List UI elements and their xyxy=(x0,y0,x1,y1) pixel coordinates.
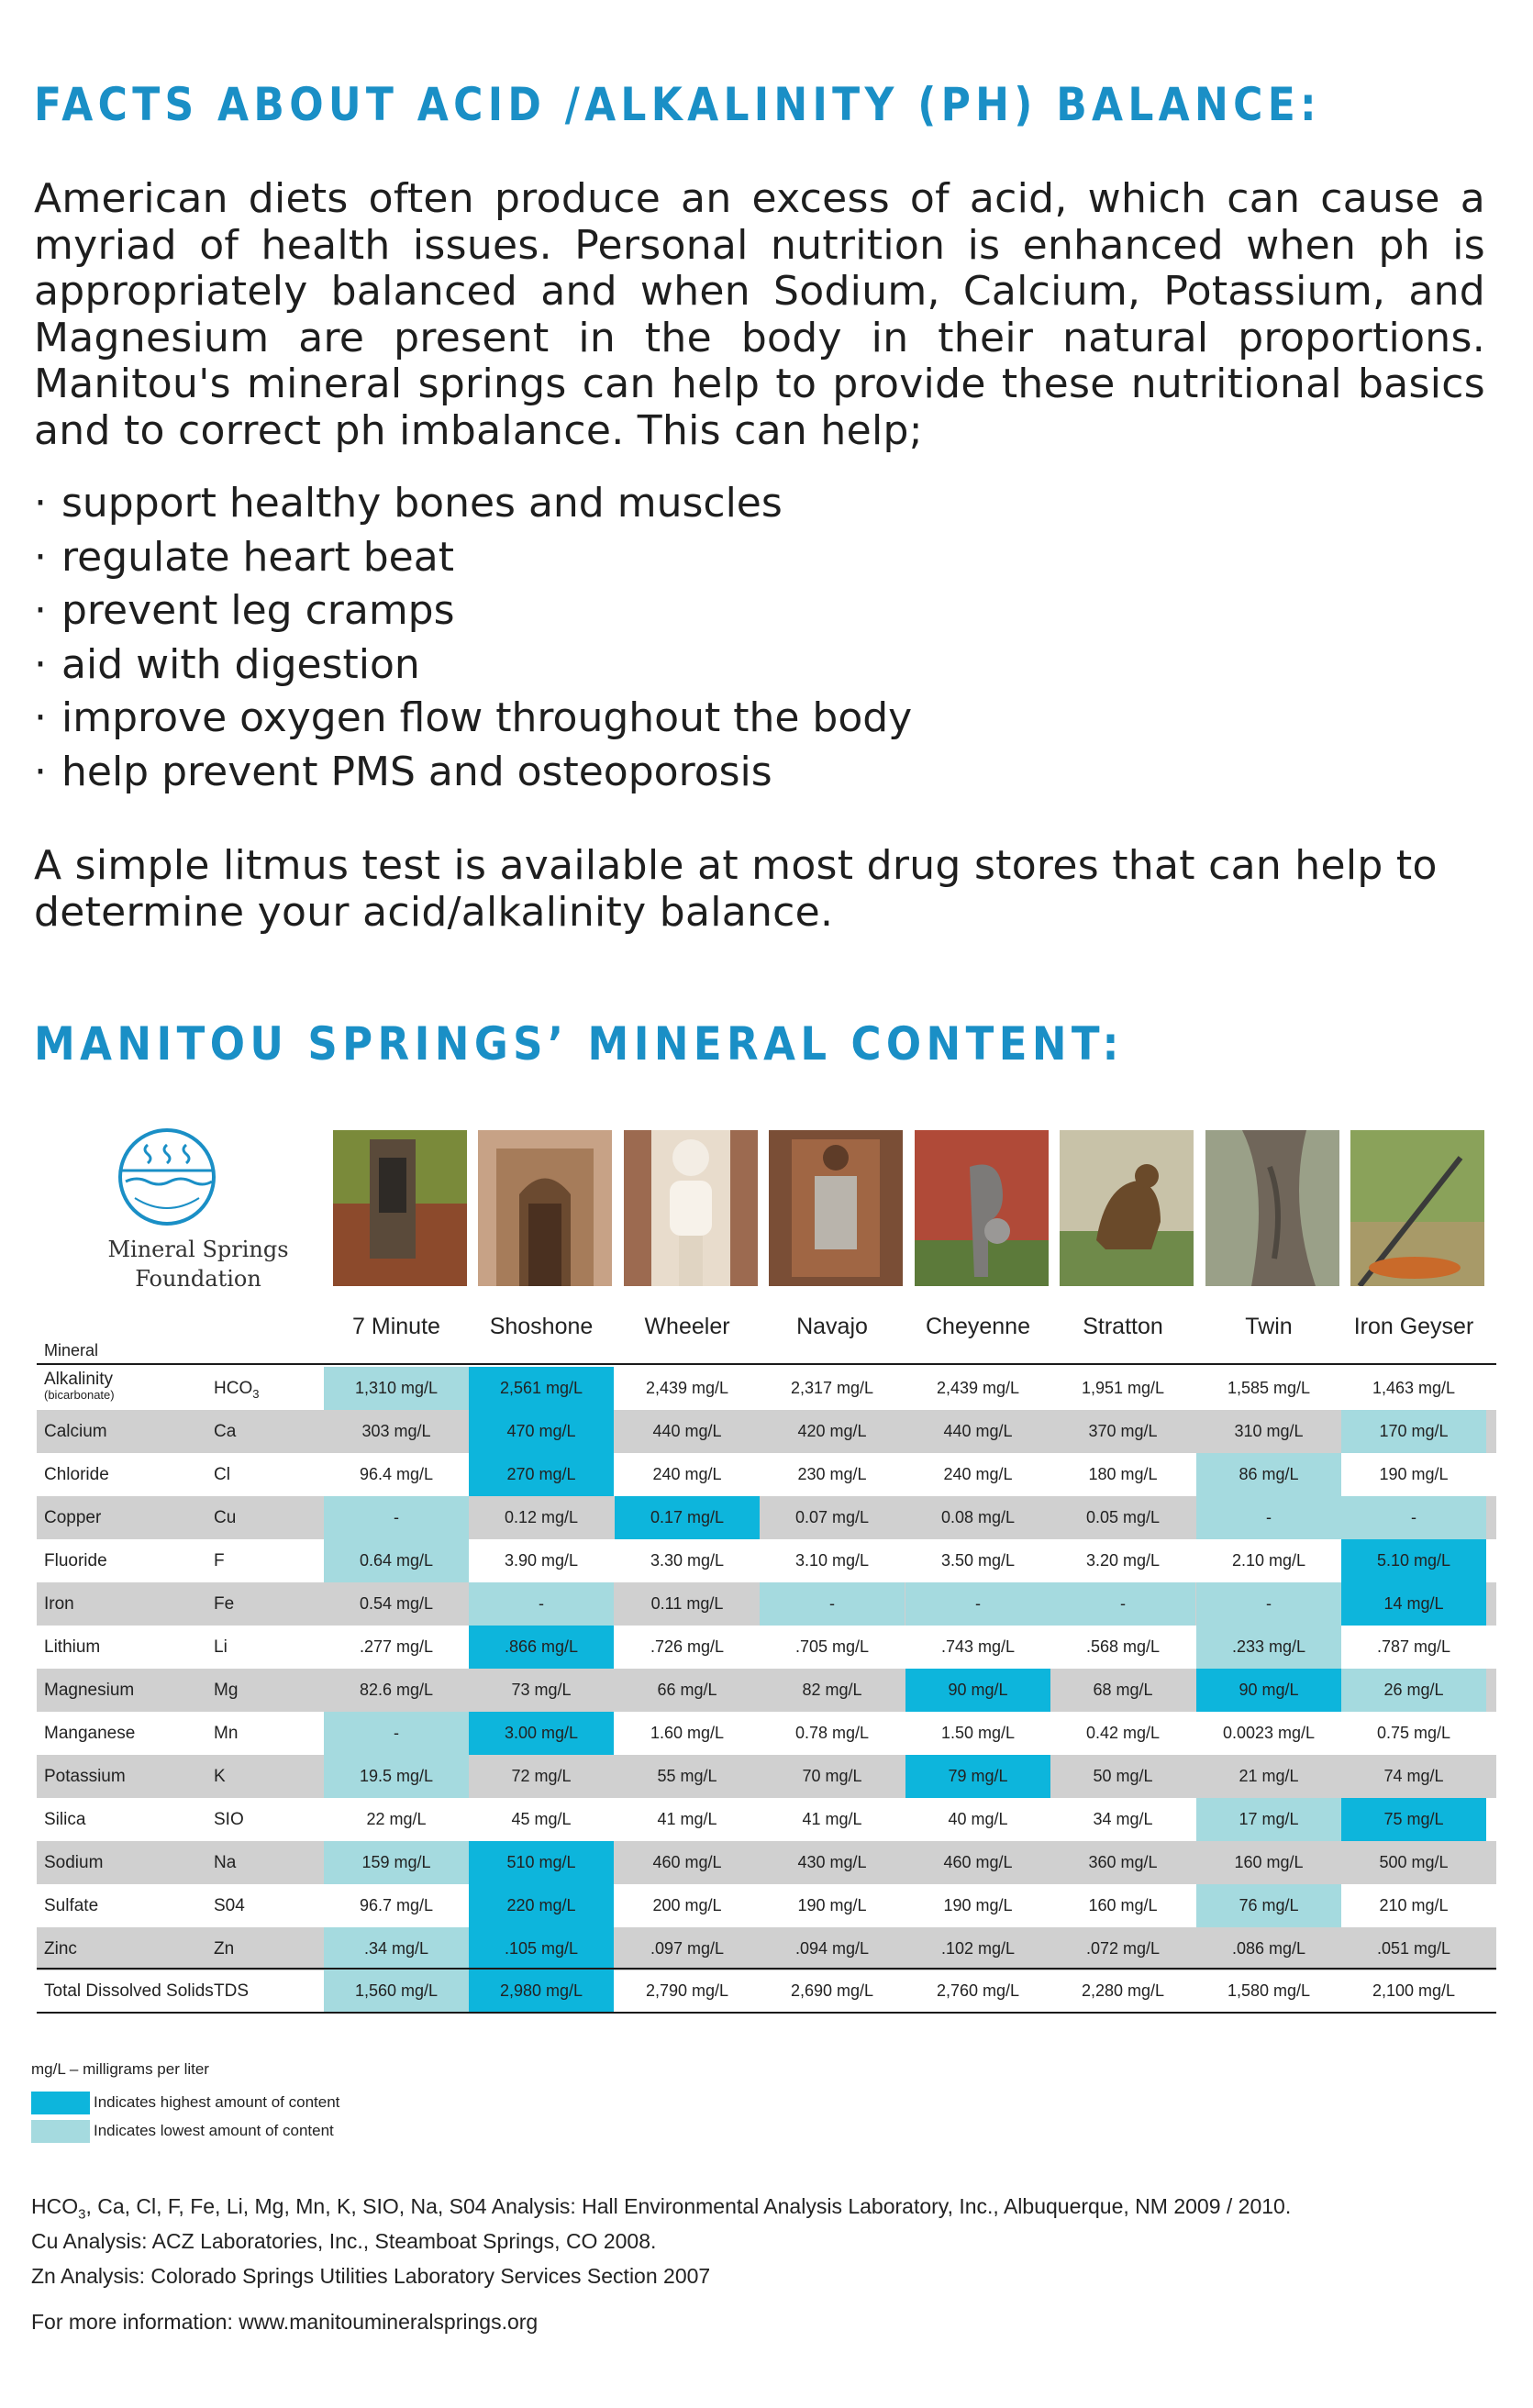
mineral-symbol: SIO xyxy=(214,1810,244,1829)
value-cell: 5.10 mg/L xyxy=(1341,1539,1486,1582)
benefit-item: · regulate heart beat xyxy=(34,531,912,585)
value-cell: 3.00 mg/L xyxy=(469,1712,614,1755)
value-cell: 1,310 mg/L xyxy=(324,1367,469,1410)
value-cell: 0.08 mg/L xyxy=(940,1508,1016,1526)
column-header-7-minute: 7 Minute xyxy=(352,1314,440,1339)
value-cell: - xyxy=(905,1582,1050,1626)
value-cell: 190 mg/L xyxy=(943,1896,1013,1914)
mineral-name: Magnesium xyxy=(44,1681,135,1700)
value-cell: 170 mg/L xyxy=(1341,1410,1486,1453)
value-cell: 0.75 mg/L xyxy=(1376,1724,1451,1742)
value-cell: 0.05 mg/L xyxy=(1085,1508,1161,1526)
mineral-name: Potassium xyxy=(44,1767,126,1786)
bullet-dot: · xyxy=(34,587,47,634)
value-cell: 96.4 mg/L xyxy=(359,1465,434,1483)
value-cell: 190 mg/L xyxy=(797,1896,867,1914)
value-cell: .072 mg/L xyxy=(1085,1939,1161,1958)
value-cell: 68 mg/L xyxy=(1093,1681,1153,1699)
spring-photo-7-minute xyxy=(333,1130,467,1286)
value-cell: 270 mg/L xyxy=(469,1453,614,1496)
value-cell: 1,463 mg/L xyxy=(1372,1379,1456,1397)
value-cell: - xyxy=(324,1496,469,1539)
value-cell: 460 mg/L xyxy=(943,1853,1013,1871)
value-cell: 2,980 mg/L xyxy=(469,1970,614,2013)
value-cell: - xyxy=(1196,1582,1341,1626)
value-cell: 0.07 mg/L xyxy=(794,1508,870,1526)
mineral-symbol: Cl xyxy=(214,1465,230,1484)
value-cell: .866 mg/L xyxy=(469,1626,614,1669)
value-cell: - xyxy=(760,1582,905,1626)
spring-photo-navajo xyxy=(769,1130,903,1286)
benefit-item: · support healthy bones and muscles xyxy=(34,477,912,531)
mineral-symbol: TDS xyxy=(214,1981,249,2001)
value-cell: 50 mg/L xyxy=(1093,1767,1153,1785)
value-cell: 82.6 mg/L xyxy=(359,1681,434,1699)
mineral-row-magnesium xyxy=(37,1669,1496,1712)
benefit-item: · improve oxygen flow throughout the body xyxy=(34,692,912,746)
value-cell: 303 mg/L xyxy=(361,1422,431,1440)
spring-photo-twin xyxy=(1205,1130,1339,1286)
value-cell: 370 mg/L xyxy=(1088,1422,1158,1440)
mineral-symbol: K xyxy=(214,1767,226,1786)
table-top-rule xyxy=(37,1363,1496,1365)
value-cell: 210 mg/L xyxy=(1379,1896,1449,1914)
mineral-name: Calcium xyxy=(44,1422,107,1441)
mineral-symbol: $HCO_3$ xyxy=(214,1379,260,1401)
value-cell: 460 mg/L xyxy=(652,1853,722,1871)
value-cell: - xyxy=(1196,1496,1341,1539)
value-cell: 0.17 mg/L xyxy=(615,1496,760,1539)
mineral-row-lithium xyxy=(37,1626,1496,1669)
mineral-name: Total Dissolved Solids xyxy=(44,1981,214,2001)
value-cell: 440 mg/L xyxy=(652,1422,722,1440)
value-cell: 2,439 mg/L xyxy=(936,1379,1020,1397)
mineral-row-calcium xyxy=(37,1410,1496,1453)
value-cell: .277 mg/L xyxy=(359,1637,434,1656)
column-header-wheeler: Wheeler xyxy=(644,1314,730,1339)
value-cell: 41 mg/L xyxy=(802,1810,862,1828)
bullet-dot: · xyxy=(34,748,47,795)
mineral-name: Sulfate xyxy=(44,1896,99,1915)
benefit-item: · prevent leg cramps xyxy=(34,584,912,638)
value-cell: 310 mg/L xyxy=(1234,1422,1304,1440)
mineral-name: Lithium xyxy=(44,1637,101,1657)
value-cell: 2,760 mg/L xyxy=(936,1981,1020,2000)
mineral-row-zinc xyxy=(37,1927,1496,1970)
value-cell: 21 mg/L xyxy=(1239,1767,1299,1785)
column-header-stratton: Stratton xyxy=(1083,1314,1163,1339)
value-cell: 19.5 mg/L xyxy=(324,1755,469,1798)
spring-photo-shoshone xyxy=(478,1130,612,1286)
poster-page: FACTS ABOUT ACID /ALKALINITY (PH) BALANCE: American diets often produce an excess of acid, which can cause a myriad of health issues. Personal nutrition is enhanced when ph is appropriately balanced and when Sodium, Calcium, Potassium, and Magnesium are present in the body in their natural proportions. Manitou's mineral springs can help to provide these nutritional basics and to correct ph imbalance. This can help; · support healthy bones and muscles · regulate heart beat · prevent leg cramps · aid with digestion · improve oxygen flow throughout the body · help prevent PMS and osteoporosis A simple litmus test is available at most drug stores that can help to determine your acid/alkalinity balance. MANITOU SPRINGS’ MINERAL CONTENT: Mineral Springs Foundation 7 Minute Shoshone Wheeler Navajo Cheyenne Stratton Twin Iron Geyser Mineral Alkalinity (bicarbonate) $HCO_3$ 1,310 mg/L 2,561 mg/L 2,439 mg/L 2,317 mg/L 2,439 mg/L 1,951 mg/L 1,585 mg/L 1,463 mg/L Calcium Ca 303 mg/L 470 mg/L 440 mg/L 420 mg/L 440 mg/L 370 mg/L 310 mg/L 170 mg/L Chloride Cl 96.4 mg/L 270 mg/L 240 mg/L 230 mg/L 240 mg/L 180 mg/L 86 mg/L 190 mg/L Copper Cu - 0.12 mg/L 0.17 mg/L 0.07 mg/L 0.08 mg/L 0.05 mg/L - - Fluoride F 0.64 mg/L 3.90 mg/L 3.30 mg/L 3.10 mg/L 3.50 mg/L 3.20 mg/L 2.10 mg/L 5.10 mg/L Iron Fe 0.54 mg/L - 0.11 mg/L - - - - 14 mg/L Lithium Li .277 mg/L .866 mg/L .726 mg/L .705 mg/L .743 mg/L .568 mg/L .233 mg/L .787 mg/L Magnesium Mg 82.6 mg/L 73 mg/L 66 mg/L 82 mg/L 90 mg/L 68 mg/L 90 mg/L 26 mg/L Manganese Mn - 3.00 mg/L 1.60 mg/L 0.78 mg/L 1.50 mg/L 0.42 mg/L 0.0023 mg/L 0.75 mg/L Potassium K 19.5 mg/L 72 mg/L 55 mg/L 70 mg/L 79 mg/L 50 mg/L 21 mg/L 74 mg/L Silica SIO 22 mg/L 45 mg/L 41 mg/L 41 mg/L 40 mg/L 34 mg/L 17 mg/L 75 mg/L Sodium Na 159 mg/L 510 mg/L 460 mg/L 430 mg/L 460 mg/L 360 mg/L 160 mg/L 500 mg/L Sulfate S04 96.7 mg/L 220 mg/L 200 mg/L 190 mg/L 190 mg/L 160 mg/L 76 mg/L 210 mg/L Zinc Zn .34 mg/L .105 mg/L .097 mg/L .094 mg/L .102 mg/L .072 mg/L .086 mg/L .051 mg/L Total Dissolved Solids TDS 1,560 mg/L 2,980 mg/L 2,790 mg/L 2,690 mg/L 2,760 mg/L 2,280 mg/L 1,580 mg/L 2,100 mg/L mg/L – milligrams per liter Indicates highest amount of content Indicates lowest amount of content $HCO_3$, Ca, Cl, F, Fe, Li, Mg, Mn, K, SIO, Na, S04 Analysis: Hall Environmental Analysis Laboratory, Inc., Albuquerque, NM 2009 / 2010. Cu Analysis: ACZ Laboratories, Inc., Steamboat Springs, CO 2008. Zn Analysis: Colorado Springs Utilities Laboratory Services Section 2007 For more information: www.manitoumineralsprings.org xyxy=(0,0,1533,2408)
value-cell: 160 mg/L xyxy=(1088,1896,1158,1914)
mineral-symbol: Li xyxy=(214,1637,228,1657)
value-cell: .102 mg/L xyxy=(940,1939,1016,1958)
value-cell: 34 mg/L xyxy=(1093,1810,1153,1828)
mineral-symbol: S04 xyxy=(214,1896,245,1915)
value-cell: - xyxy=(469,1582,614,1626)
value-cell: 3.20 mg/L xyxy=(1085,1551,1161,1570)
value-cell: 0.42 mg/L xyxy=(1085,1724,1161,1742)
value-cell: 1.60 mg/L xyxy=(650,1724,725,1742)
spring-photo-stratton xyxy=(1060,1130,1194,1286)
value-cell: 0.11 mg/L xyxy=(650,1594,724,1613)
mineral-row-alkalinity xyxy=(37,1367,1496,1410)
value-cell: 0.0023 mg/L xyxy=(1222,1724,1316,1742)
column-header-navajo: Navajo xyxy=(796,1314,868,1339)
value-cell: 90 mg/L xyxy=(905,1669,1050,1712)
value-cell: .233 mg/L xyxy=(1196,1626,1341,1669)
mineral-name: Copper xyxy=(44,1508,102,1527)
bullet-dot: · xyxy=(34,480,47,527)
column-header-iron-geyser: Iron Geyser xyxy=(1353,1314,1474,1339)
value-cell: 2.10 mg/L xyxy=(1231,1551,1306,1570)
value-cell: .097 mg/L xyxy=(650,1939,725,1958)
value-cell: 230 mg/L xyxy=(797,1465,867,1483)
value-cell: 90 mg/L xyxy=(1196,1669,1341,1712)
benefit-item: · aid with digestion xyxy=(34,638,912,693)
value-cell: 73 mg/L xyxy=(511,1681,572,1699)
mineral-symbol: Mn xyxy=(214,1724,239,1743)
value-cell: 2,100 mg/L xyxy=(1372,1981,1456,2000)
mineral-symbol: Mg xyxy=(214,1681,239,1700)
value-cell: 1,585 mg/L xyxy=(1227,1379,1311,1397)
value-cell: 14 mg/L xyxy=(1341,1582,1486,1626)
value-cell: 240 mg/L xyxy=(652,1465,722,1483)
value-cell: .105 mg/L xyxy=(469,1927,614,1970)
value-cell: 500 mg/L xyxy=(1379,1853,1449,1871)
value-cell: 17 mg/L xyxy=(1196,1798,1341,1841)
value-cell: .787 mg/L xyxy=(1376,1637,1451,1656)
bullet-dot: · xyxy=(34,533,47,581)
value-cell: 220 mg/L xyxy=(469,1884,614,1927)
mineral-name: Fluoride xyxy=(44,1551,107,1570)
value-cell: - xyxy=(324,1712,469,1755)
ph-balance-heading: FACTS ABOUT ACID /ALKALINITY (PH) BALANCE: xyxy=(34,78,1321,131)
value-cell: .726 mg/L xyxy=(650,1637,725,1656)
logo-text: Mineral Springs Foundation xyxy=(107,1237,289,1292)
column-header-cheyenne: Cheyenne xyxy=(926,1314,1030,1339)
mineral-row-silica xyxy=(37,1798,1496,1841)
value-cell: 41 mg/L xyxy=(657,1810,717,1828)
value-cell: 470 mg/L xyxy=(469,1410,614,1453)
value-cell: 0.54 mg/L xyxy=(359,1594,434,1613)
value-cell: 430 mg/L xyxy=(797,1853,867,1871)
mineral-column-header: Mineral xyxy=(44,1341,99,1359)
value-cell: 2,439 mg/L xyxy=(645,1379,729,1397)
column-header-shoshone: Shoshone xyxy=(489,1314,594,1339)
value-cell: 76 mg/L xyxy=(1196,1884,1341,1927)
mineral-name: Silica xyxy=(44,1810,86,1829)
value-cell: 96.7 mg/L xyxy=(359,1896,434,1914)
value-cell: - xyxy=(1341,1496,1486,1539)
value-cell: 55 mg/L xyxy=(657,1767,717,1785)
mineral-symbol: F xyxy=(214,1551,225,1570)
value-cell: 440 mg/L xyxy=(943,1422,1013,1440)
value-cell: 66 mg/L xyxy=(657,1681,717,1699)
value-cell: 2,317 mg/L xyxy=(790,1379,874,1397)
value-cell: 70 mg/L xyxy=(802,1767,862,1785)
mineral-symbol: Cu xyxy=(214,1508,237,1527)
value-cell: .051 mg/L xyxy=(1376,1939,1451,1958)
mineral-row-copper xyxy=(37,1496,1496,1539)
value-cell: 160 mg/L xyxy=(1234,1853,1304,1871)
mineral-row-chloride xyxy=(37,1453,1496,1496)
value-cell: 2,790 mg/L xyxy=(645,1981,729,2000)
value-cell: 79 mg/L xyxy=(905,1755,1050,1798)
value-cell: 74 mg/L xyxy=(1383,1767,1444,1785)
value-cell: 26 mg/L xyxy=(1341,1669,1486,1712)
value-cell: 1,560 mg/L xyxy=(324,1970,469,2013)
value-cell: 72 mg/L xyxy=(511,1767,572,1785)
mineral-name: Manganese xyxy=(44,1724,136,1743)
value-cell: - xyxy=(1050,1582,1195,1626)
value-cell: 1.50 mg/L xyxy=(940,1724,1016,1742)
mineral-symbol: Ca xyxy=(214,1422,237,1441)
value-cell: .34 mg/L xyxy=(324,1927,469,1970)
value-cell: 1,580 mg/L xyxy=(1227,1981,1311,2000)
value-cell: .568 mg/L xyxy=(1085,1637,1161,1656)
value-cell: 2,561 mg/L xyxy=(469,1367,614,1410)
mineral-symbol: Zn xyxy=(214,1939,235,1959)
springs-logo-icon xyxy=(117,1126,217,1227)
value-cell: 3.50 mg/L xyxy=(940,1551,1016,1570)
value-cell: 86 mg/L xyxy=(1196,1453,1341,1496)
value-cell: 1,951 mg/L xyxy=(1081,1379,1165,1397)
value-cell: 2,690 mg/L xyxy=(790,1981,874,2000)
value-cell: 22 mg/L xyxy=(366,1810,427,1828)
mineral-content-heading: MANITOU SPRINGS’ MINERAL CONTENT: xyxy=(34,1017,1124,1071)
benefit-item: · help prevent PMS and osteoporosis xyxy=(34,746,912,800)
mineral-name: Iron xyxy=(44,1594,74,1614)
mineral-symbol: Fe xyxy=(214,1594,235,1614)
value-cell: 2,280 mg/L xyxy=(1081,1981,1165,2000)
spring-photo-wheeler xyxy=(624,1130,758,1286)
value-cell: 3.10 mg/L xyxy=(794,1551,870,1570)
mineral-row-iron xyxy=(37,1582,1496,1626)
bullet-dot: · xyxy=(34,640,47,688)
value-cell: 420 mg/L xyxy=(797,1422,867,1440)
value-cell: .094 mg/L xyxy=(794,1939,870,1958)
value-cell: 3.30 mg/L xyxy=(650,1551,725,1570)
value-cell: 3.90 mg/L xyxy=(504,1551,579,1570)
value-cell: .743 mg/L xyxy=(940,1637,1016,1656)
mineral-symbol: Na xyxy=(214,1853,237,1872)
value-cell: 82 mg/L xyxy=(802,1681,862,1699)
spring-photo-iron-geyser xyxy=(1350,1130,1484,1286)
value-cell: .705 mg/L xyxy=(794,1637,870,1656)
value-cell: 40 mg/L xyxy=(948,1810,1008,1828)
benefits-list xyxy=(34,477,912,799)
column-header-twin: Twin xyxy=(1245,1314,1293,1339)
spring-photo-cheyenne xyxy=(915,1130,1049,1286)
mineral-row-potassium xyxy=(37,1755,1496,1798)
total-dissolved-solids-row xyxy=(37,1970,1496,2013)
more-info-link[interactable]: For more information: www.manitoumineralsprings.org xyxy=(31,2310,539,2334)
unit-note: mg/L – milligrams per liter xyxy=(31,2060,209,2078)
value-cell: 360 mg/L xyxy=(1088,1853,1158,1871)
litmus-paragraph: A simple litmus test is available at most drug stores that can help to determine your acid/alkalinity balance. xyxy=(34,842,1438,936)
table-bottom-rule xyxy=(37,2012,1496,2014)
mineral-name: Zinc xyxy=(44,1939,77,1959)
foundation-logo xyxy=(88,1126,308,1292)
bullet-dot: · xyxy=(34,694,47,741)
value-cell: 240 mg/L xyxy=(943,1465,1013,1483)
value-cell: .086 mg/L xyxy=(1231,1939,1306,1958)
analysis-note-3: Zn Analysis: Colorado Springs Utilities Laboratory Services Section 2007 xyxy=(31,2264,711,2288)
value-cell: 0.78 mg/L xyxy=(794,1724,870,1742)
value-cell: 0.12 mg/L xyxy=(504,1508,579,1526)
highest-swatch xyxy=(31,2092,90,2114)
mineral-row-sodium xyxy=(37,1841,1496,1884)
value-cell: 510 mg/L xyxy=(469,1841,614,1884)
value-cell: 75 mg/L xyxy=(1341,1798,1486,1841)
value-cell: 190 mg/L xyxy=(1379,1465,1449,1483)
value-cell: 200 mg/L xyxy=(652,1896,722,1914)
mineral-name: Sodium xyxy=(44,1853,104,1872)
lowest-swatch xyxy=(31,2120,90,2143)
analysis-note-2: Cu Analysis: ACZ Laboratories, Inc., Steamboat Springs, CO 2008. xyxy=(31,2229,657,2253)
analysis-note-1: $HCO_3$, Ca, Cl, F, Fe, Li, Mg, Mn, K, SIO, Na, S04 Analysis: Hall Environmental Analysis Laboratory, Inc., Albuquerque, NM 2009 / 2010. xyxy=(31,2194,1292,2223)
value-cell: 159 mg/L xyxy=(324,1841,469,1884)
value-cell: 0.64 mg/L xyxy=(324,1539,469,1582)
value-cell: 45 mg/L xyxy=(511,1810,572,1828)
mineral-row-manganese xyxy=(37,1712,1496,1755)
mineral-row-fluoride xyxy=(37,1539,1496,1582)
mineral-row-sulfate xyxy=(37,1884,1496,1927)
intro-paragraph: American diets often produce an excess of acid, which can cause a myriad of health issues. Personal nutrition is enhanced when ph is appropriately balanced and when Sodium, Calcium, Potassium, and Magnesium are present in the body in their natural proportions. Manitou's mineral springs can help to provide these nutritional basics and to correct ph imbalance. This can help; xyxy=(34,175,1485,454)
mineral-name: Chloride xyxy=(44,1465,109,1484)
value-cell: 180 mg/L xyxy=(1088,1465,1158,1483)
mineral-name: Alkalinity (bicarbonate) xyxy=(44,1370,115,1402)
